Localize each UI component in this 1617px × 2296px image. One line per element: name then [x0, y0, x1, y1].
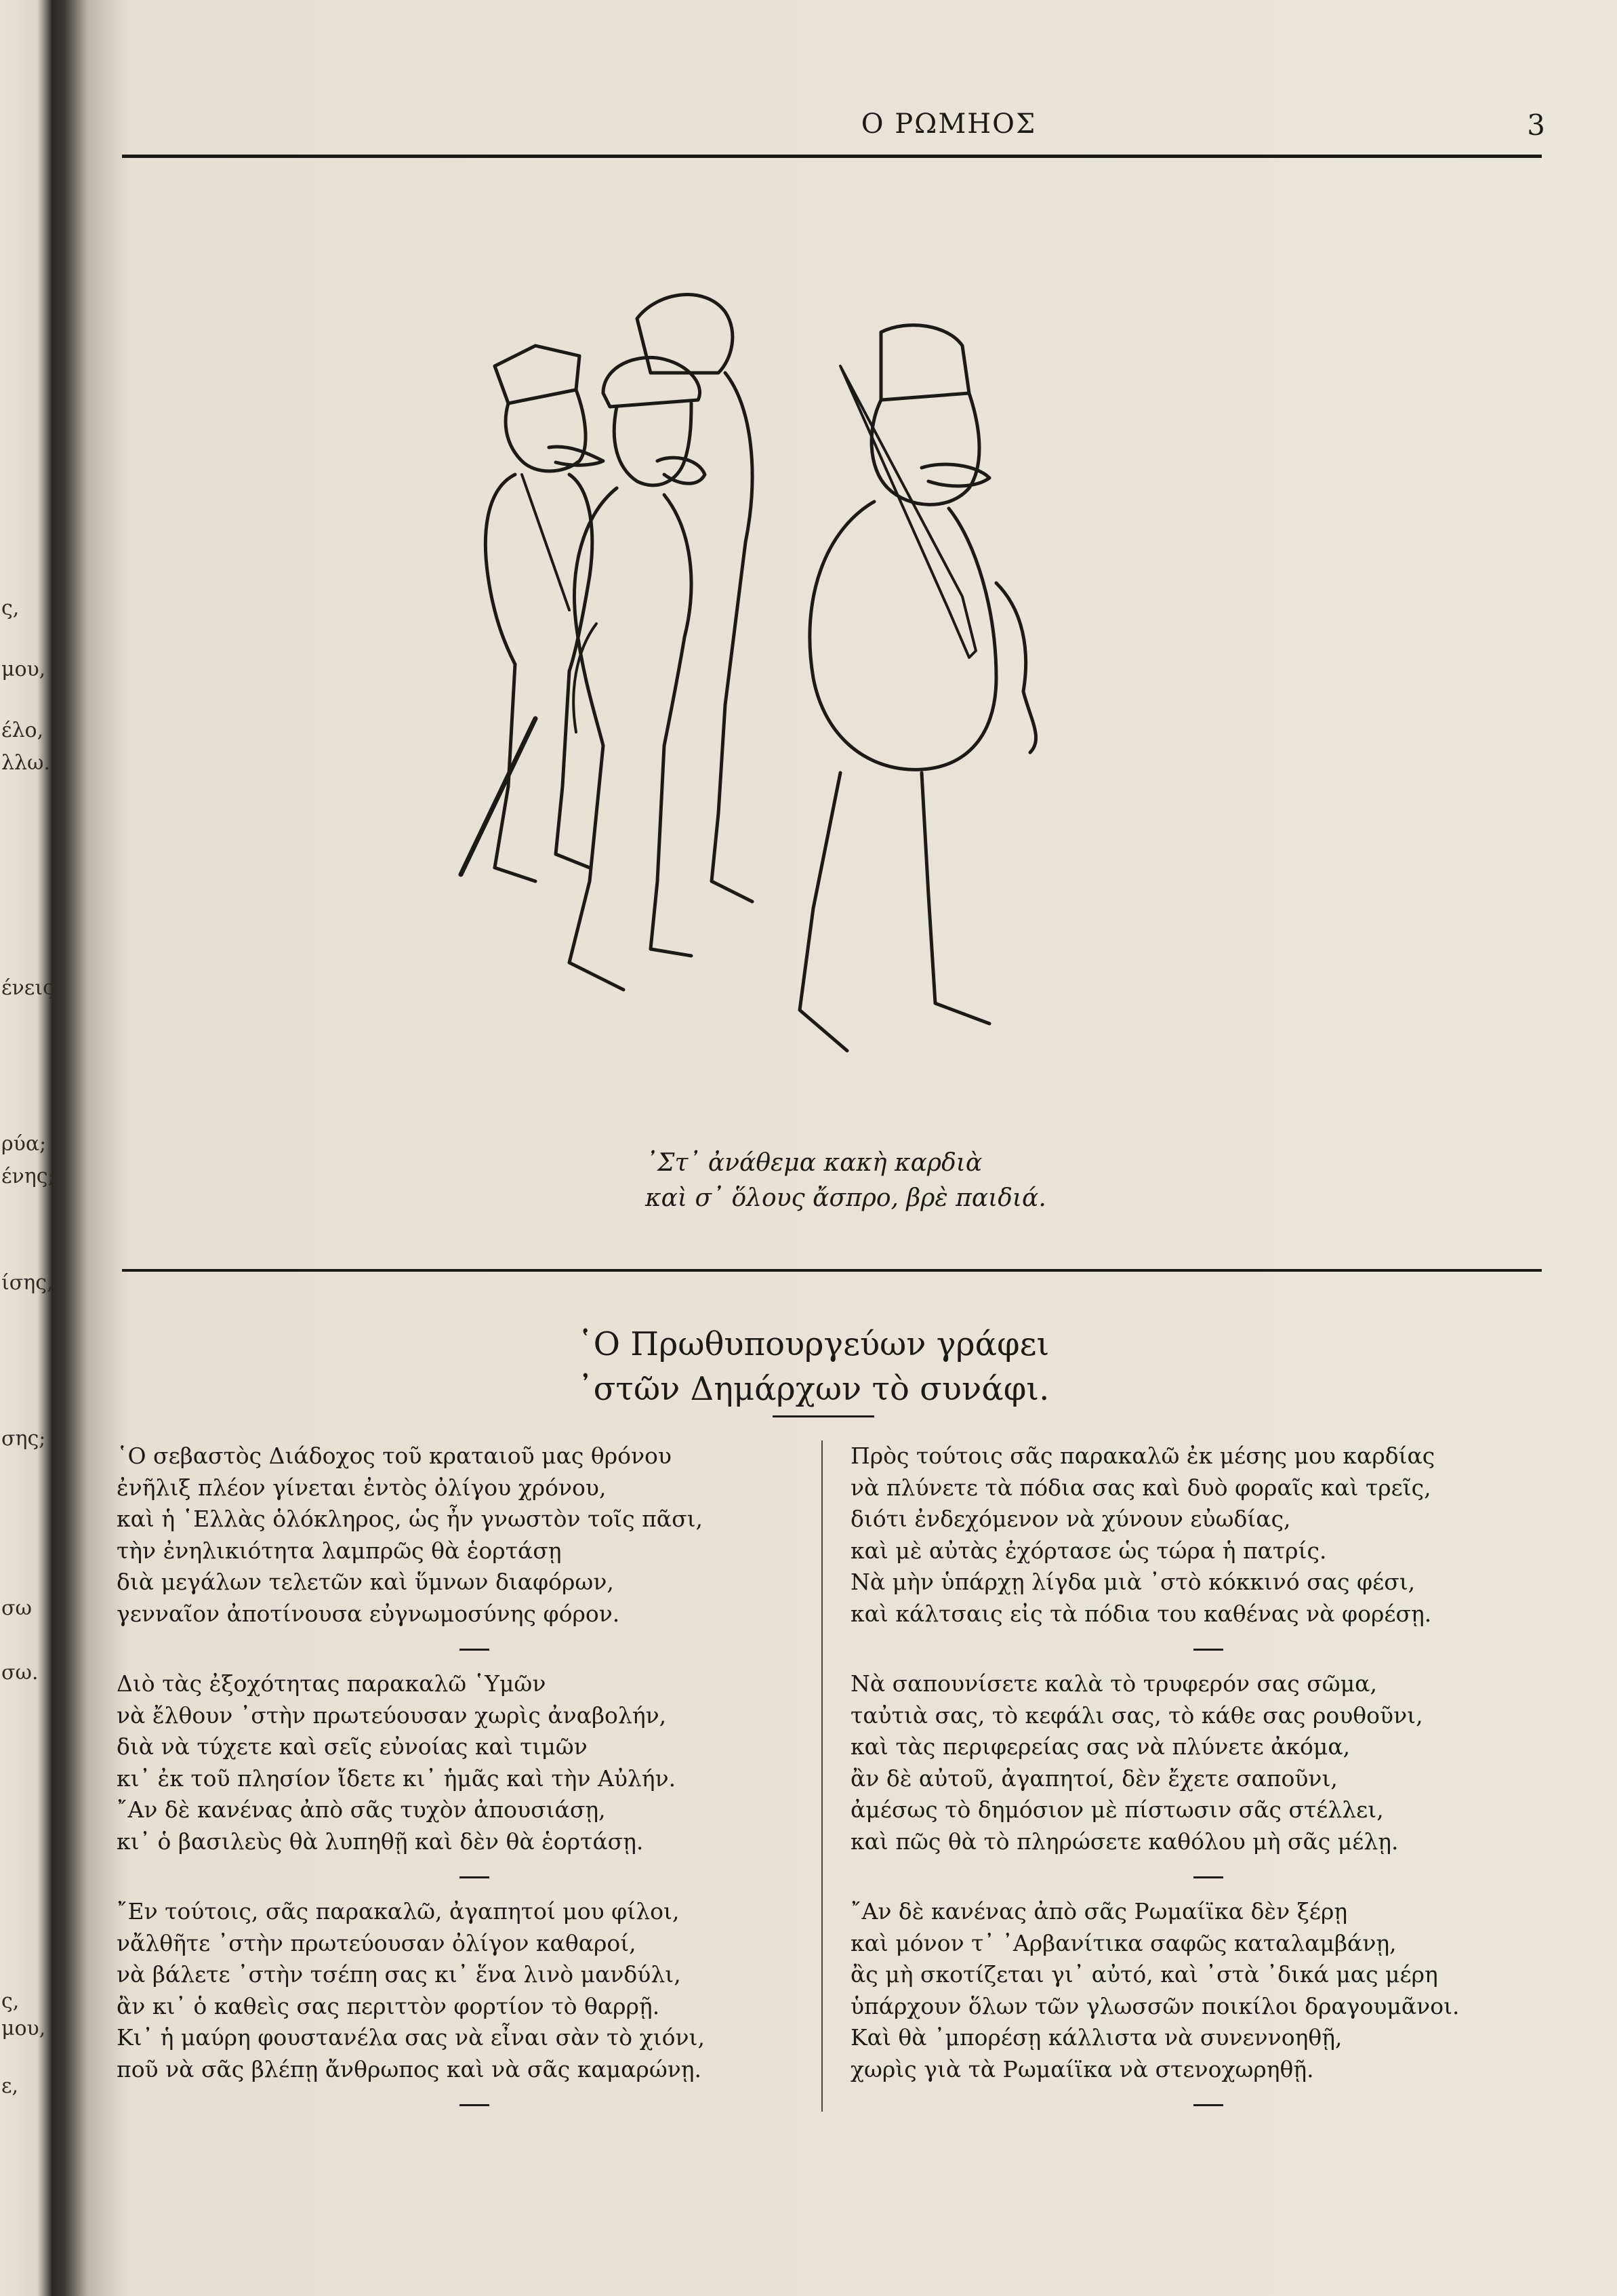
article-title-line: ᾿στῶν Δημάρχων τὸ συνάφι.	[577, 1370, 1050, 1408]
poem-line: διὰ μεγάλων τελετῶν καὶ ὕμνων διαφόρων,	[117, 1569, 614, 1595]
poem-line: καὶ πῶς θὰ τὸ πληρώσετε καθόλου μὴ σᾶς μέλῃ.	[851, 1828, 1399, 1855]
edge-fragment: ένεις	[1, 976, 54, 1000]
edge-fragment: σω.	[1, 1661, 39, 1685]
stanza-divider	[1193, 2104, 1223, 2106]
title-divider	[773, 1415, 874, 1417]
poem-line: τὴν ἐνηλικιότητα λαμπρῶς θὰ ἑορτάσῃ	[117, 1537, 562, 1564]
edge-fragment: μου,	[1, 2017, 46, 2040]
stanza	[851, 1668, 1501, 1857]
poem-line: ἂς μὴ σκοτίζεται γι᾿ αὐτό, καὶ ᾿στὰ ᾿δικά μας μέρη	[851, 1961, 1438, 1988]
stanza	[851, 1896, 1501, 2085]
edge-fragment: σης;	[1, 1427, 46, 1451]
poem-line: ἀμέσως τὸ δημόσιον μὲ πίστωσιν σᾶς στέλλει,	[851, 1796, 1384, 1823]
stanza-divider	[459, 1876, 489, 1878]
cartoon-illustration	[434, 271, 1200, 1105]
stanza	[117, 1441, 767, 1630]
poem-line: ῎Αν δὲ κανένας ἀπὸ σᾶς τυχὸν ἀπουσιάσῃ,	[117, 1796, 606, 1823]
poem-line: νὰ βάλετε ᾿στὴν τσέπη σας κι᾿ ἕνα λινὸ μανδύλι,	[117, 1961, 681, 1988]
poem-line: διὰ νὰ τύχετε καὶ σεῖς εὐνοίας καὶ τιμῶν	[117, 1733, 588, 1760]
poem-column-left	[117, 1441, 767, 2124]
poem-line: Νὰ μὴν ὑπάρχῃ λίγδα μιὰ ᾿στὸ κόκκινό σας φέσι,	[851, 1569, 1416, 1595]
stanza	[117, 1896, 767, 2085]
edge-fragment: ς,	[1, 1990, 20, 2013]
edge-fragment: ρύα;	[1, 1132, 47, 1156]
poem-line: Κι᾿ ἡ μαύρη φουστανέλα σας νὰ εἶναι σὰν τὸ χιόνι,	[117, 2024, 705, 2051]
edge-fragment: ε,	[1, 2074, 19, 2098]
edge-fragment: ίσης,	[1, 1271, 54, 1295]
poem-line: ἐνῆλιξ πλέον γίνεται ἐντὸς ὀλίγου χρόνου,	[117, 1474, 607, 1501]
poem-line: καὶ ἡ ῾Ελλὰς ὁλόκληρος, ὡς ἦν γνωστὸν τοῖς πᾶσι,	[117, 1506, 703, 1532]
article-title	[474, 1322, 1152, 1411]
article-title-line: ῾Ο Πρωθυπουργεύων γράφει	[577, 1325, 1050, 1363]
poem-line: γενναῖον ἀποτίνουσα εὐγνωμοσύνης φόρον.	[117, 1600, 620, 1627]
figure-middle-drawing	[569, 357, 705, 990]
edge-fragment: έλο,	[1, 719, 44, 742]
previous-page-edge	[0, 0, 53, 2296]
poem-line: Καὶ θὰ ᾿μπορέσῃ κάλλιστα νὰ συνεννοηθῇ,	[851, 2024, 1343, 2051]
figure-left-drawing	[461, 346, 603, 881]
poem-line: χωρὶς γιὰ τὰ Ρωμαίϊκα νὰ στενοχωρηθῇ.	[851, 2055, 1314, 2082]
stanza	[851, 1441, 1501, 1630]
poem-column-right	[851, 1441, 1501, 2124]
page-header	[122, 102, 1545, 149]
poem-line: ἂν δὲ αὐτοῦ, ἀγαπητοί, δὲν ἔχετε σαποῦνι,	[851, 1765, 1338, 1792]
poem-line: νὰ ἔλθουν ᾿στὴν πρωτεύουσαν χωρὶς ἀναβολήν,	[117, 1701, 667, 1729]
poem-line: ταὐτιὰ σας, τὸ κεφάλι σας, τὸ κάθε σας ρουθοῦνι,	[851, 1701, 1423, 1729]
poem-line: διότι ἐνδεχόμενον νὰ χύνουν εὐωδίας,	[851, 1506, 1291, 1532]
column-divider	[821, 1441, 823, 2112]
stanza-divider	[1193, 1876, 1223, 1878]
edge-fragment: ς,	[1, 597, 20, 620]
edge-fragment: σω	[1, 1596, 32, 1620]
stanza-divider	[459, 2104, 489, 2106]
section-rule	[122, 1269, 1542, 1272]
edge-fragment: ένης;	[1, 1165, 55, 1188]
poem-line: καὶ κάλτσαις εἰς τὰ πόδια του καθένας νὰ φορέσῃ.	[851, 1600, 1432, 1627]
poem-line: ἂν κι᾿ ὁ καθεὶς σας περιττὸν φορτίον τὸ θαρρῇ.	[117, 1992, 660, 2019]
cartoon-caption	[645, 1146, 1120, 1216]
poem-line: Νὰ σαπουνίσετε καλὰ τὸ τρυφερόν σας σῶμα,	[851, 1670, 1377, 1697]
poem-line: νὰ πλύνετε τὰ πόδια σας καὶ δυὸ φοραῖς καὶ τρεῖς,	[851, 1474, 1431, 1501]
stanza-divider	[1193, 1649, 1223, 1651]
poem-line: κι᾿ ὁ βασιλεὺς θὰ λυπηθῇ καὶ δὲν θὰ ἑορτάσῃ.	[117, 1828, 644, 1855]
newspaper-title: Ο ΡΩΜΗΟΣ	[861, 108, 1037, 140]
poem-line: ῎Εν τούτοις, σᾶς παρακαλῶ, ἀγαπητοί μου φίλοι,	[117, 1898, 680, 1925]
figure-right-drawing	[800, 325, 1036, 1051]
poem-line: ποῦ νὰ σᾶς βλέπῃ ἄνθρωπος καὶ νὰ σᾶς καμαρώνῃ.	[117, 2055, 702, 2082]
poem-line: καὶ τὰς περιφερείας σας νὰ πλύνετε ἀκόμα,	[851, 1733, 1351, 1760]
caption-line: καὶ σ᾿ ὅλους ἄσπρο, βρὲ παιδιά.	[645, 1184, 1046, 1212]
poem-line: ῎Αν δὲ κανένας ἀπὸ σᾶς Ρωμαίϊκα δὲν ξέρῃ	[851, 1898, 1348, 1925]
poem-line: νἄλθῆτε ᾿στὴν πρωτεύουσαν ὀλίγον καθαροί,	[117, 1929, 636, 1956]
poem-line: καὶ μόνον τ᾿ ᾿Αρβανίτικα σαφῶς καταλαμβάνῃ,	[851, 1929, 1397, 1956]
poem-line: ῾Ο σεβαστὸς Διάδοχος τοῦ κραταιοῦ μας θρόνου	[117, 1443, 672, 1469]
figure-back-drawing	[637, 295, 752, 902]
caption-line: ᾿Στ᾿ ἀνάθεμα κακὴ καρδιὰ	[645, 1149, 983, 1177]
poem-line: Πρὸς τούτοις σᾶς παρακαλῶ ἐκ μέσης μου καρδίας	[851, 1443, 1435, 1469]
poem-line: κι᾿ ἐκ τοῦ πλησίον ἴδετε κι᾿ ἡμᾶς καὶ τὴν Αὐλήν.	[117, 1765, 676, 1792]
poem-line: ὑπάρχουν ὅλων τῶν γλωσσῶν ποικίλοι δραγουμᾶνοι.	[851, 1992, 1460, 2019]
stanza-divider	[459, 1649, 489, 1651]
poem-line: καὶ μὲ αὐτὰς ἐχόρτασε ὡς τώρα ἡ πατρίς.	[851, 1537, 1327, 1564]
header-rule	[122, 155, 1542, 158]
page-number: 3	[1527, 108, 1545, 142]
edge-fragment: λλω.	[1, 751, 51, 775]
stanza	[117, 1668, 767, 1857]
poem-line: Διὸ τὰς ἐξοχότητας παρακαλῶ ῾Υμῶν	[117, 1670, 546, 1697]
edge-fragment: μου,	[1, 658, 46, 681]
